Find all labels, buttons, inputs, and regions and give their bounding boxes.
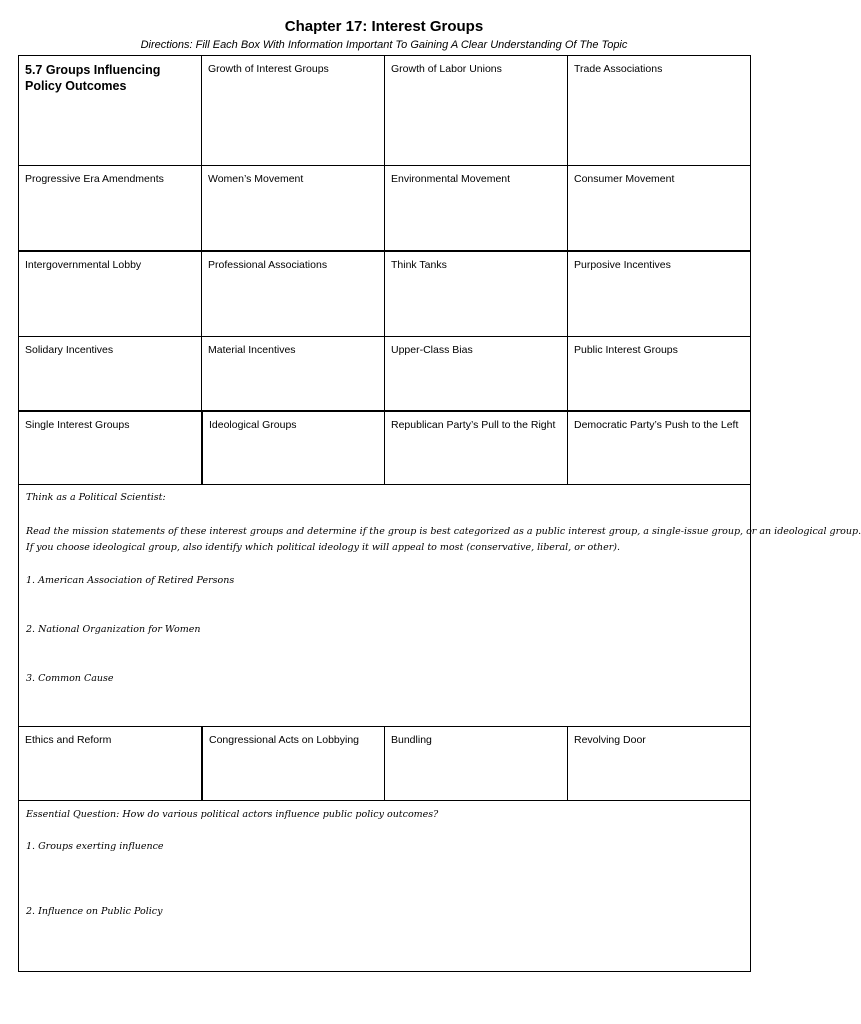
group-item-3: 3. Common Cause [26, 673, 114, 684]
essential-question-heading: Essential Question: How do various political actors influence public policy outcomes? [26, 809, 439, 820]
cell-republican-pull: Republican Party’s Pull to the Right [385, 412, 568, 485]
essential-question-section [19, 801, 750, 971]
cell-purposive-incentives: Purposive Incentives [568, 252, 750, 337]
group-item-2: 2. National Organization for Women [26, 624, 201, 635]
cell-solidary-incentives: Solidary Incentives [19, 337, 202, 412]
cell-consumer-movement: Consumer Movement [568, 166, 750, 252]
political-scientist-instructions-1: Read the mission statements of these interest groups and determine if the group is best categorized as a public interest group, a single-issue group, or an ideological group. [26, 526, 861, 537]
cell-public-interest-groups: Public Interest Groups [568, 337, 750, 412]
cell-upper-class-bias: Upper-Class Bias [385, 337, 568, 412]
political-scientist-section [19, 485, 861, 727]
cell-material-incentives: Material Incentives [202, 337, 385, 412]
cell-womens-movement: Women’s Movement [202, 166, 385, 252]
cell-environmental-movement: Environmental Movement [385, 166, 568, 252]
political-scientist-heading: Think as a Political Scientist: [26, 492, 166, 503]
cell-growth-interest-groups: Growth of Interest Groups [202, 56, 385, 166]
cell-single-interest-groups: Single Interest Groups [19, 412, 203, 485]
essential-item-2: 2. Influence on Public Policy [26, 906, 163, 917]
worksheet-grid [18, 55, 861, 972]
cell-professional-associations: Professional Associations [202, 252, 385, 337]
cell-trade-associations: Trade Associations [568, 56, 750, 166]
cell-intergovernmental-lobby: Intergovernmental Lobby [19, 252, 202, 337]
cell-progressive-era: Progressive Era Amendments [19, 166, 202, 252]
group-item-1: 1. American Association of Retired Persons [26, 575, 235, 586]
cell-ideological-groups: Ideological Groups [203, 412, 385, 485]
cell-heading: 5.7 Groups Influencing Policy Outcomes [19, 56, 202, 166]
cell-revolving-door: Revolving Door [568, 727, 750, 801]
cell-congressional-acts: Congressional Acts on Lobbying [203, 727, 385, 801]
cell-ethics-reform: Ethics and Reform [19, 727, 203, 801]
cell-growth-labor-unions: Growth of Labor Unions [385, 56, 568, 166]
page-title: Chapter 17: Interest Groups [284, 18, 484, 35]
cell-bundling: Bundling [385, 727, 568, 801]
political-scientist-instructions-2: If you choose ideological group, also identify which political ideology it will appeal to most (conservative, liberal, or other). [26, 542, 621, 553]
cell-think-tanks: Think Tanks [385, 252, 568, 337]
directions: Directions: Fill Each Box With Information Important To Gaining A Clear Understanding Of The Topic [140, 39, 628, 51]
cell-democratic-push: Democratic Party’s Push to the Left [568, 412, 750, 485]
essential-item-1: 1. Groups exerting influence [26, 841, 164, 852]
